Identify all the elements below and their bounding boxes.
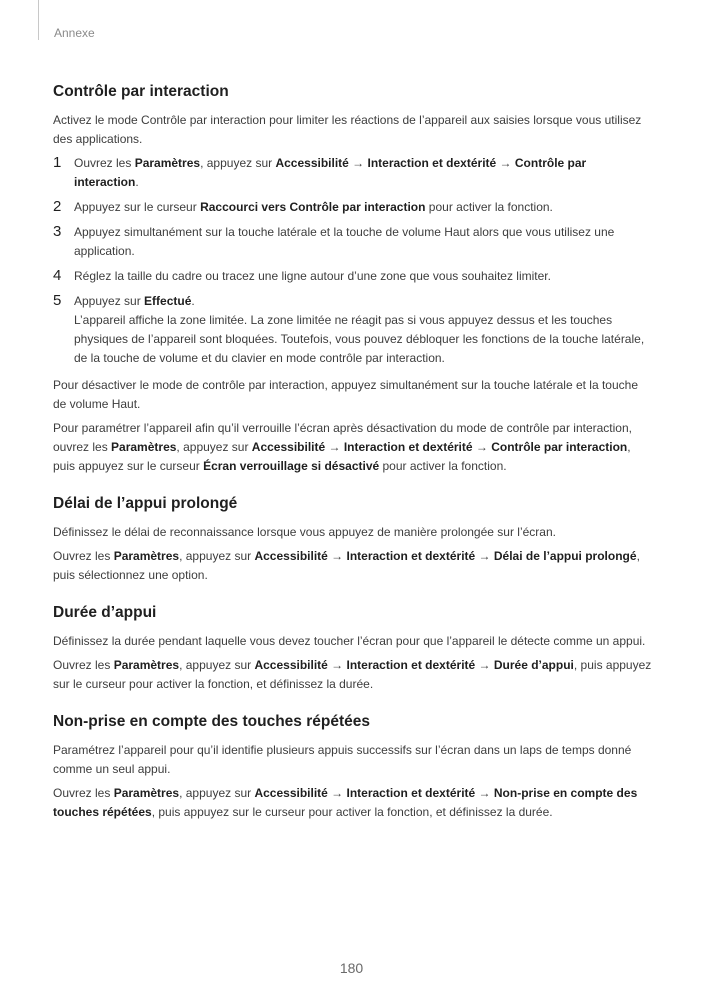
section-paragraph: [53, 656, 653, 694]
step-number: 3: [53, 223, 62, 240]
step-2: [53, 198, 653, 217]
menu-path-settings: Paramètres: [134, 156, 201, 170]
arrow: →: [475, 549, 494, 563]
menu-path-settings: Paramètres: [111, 440, 177, 454]
menu-path-ignore-repeated: Non-prise en compte des touches répétées: [53, 786, 638, 819]
arrow: →: [496, 156, 515, 170]
text: Réglez la taille du cadre ou tracez une ligne autour d’une zone que vous souhaitez limiter.: [74, 269, 551, 283]
menu-path-interaction: Interaction et dextérité: [346, 658, 476, 672]
page-number: 180: [339, 960, 364, 976]
text: , puis appuyez sur le curseur: [53, 440, 631, 473]
menu-path-settings: Paramètres: [113, 658, 180, 672]
section-intro: Activez le mode Contrôle par interaction pour limiter les réactions de l’appareil aux saisies lorsque vous utilisez des applications.: [53, 113, 642, 146]
text: Appuyez sur: [74, 294, 145, 308]
menu-path-interaction: Interaction et dextérité: [346, 786, 476, 800]
section-title: Délai de l’appui prolongé: [53, 495, 238, 512]
arrow: →: [475, 786, 494, 800]
paragraph-lock-screen: [53, 419, 653, 476]
arrow: →: [475, 658, 494, 672]
text: , appuyez sur: [179, 786, 255, 800]
text: Ouvrez les: [53, 786, 114, 800]
text: , appuyez sur: [200, 156, 276, 170]
step-number: 1: [53, 154, 62, 171]
section-long-press-delay: [53, 494, 653, 585]
menu-path-shortcut: Raccourci vers Contrôle par interaction: [200, 200, 426, 214]
text: Appuyez simultanément sur la touche latérale et la touche de volume Haut alors que vous utilisez une application.: [74, 225, 615, 258]
header-label: Annexe: [54, 26, 95, 40]
menu-path-accessibility: Accessibilité: [254, 786, 328, 800]
text: , appuyez sur: [179, 658, 255, 672]
arrow: →: [327, 658, 347, 672]
arrow: →: [327, 786, 347, 800]
section-intro: Définissez le délai de reconnaissance lorsque vous appuyez de manière prolongée sur l’écran.: [53, 525, 556, 539]
menu-path-accessibility: Accessibilité: [254, 658, 328, 672]
arrow: →: [325, 440, 344, 454]
menu-path-interaction: Interaction et dextérité: [343, 440, 473, 454]
menu-path-interaction-control: Contrôle par interaction: [74, 156, 587, 189]
paragraph-disable: Pour désactiver le mode de contrôle par interaction, appuyez simultanément sur la touche latérale et la touche de volume Haut.: [53, 378, 638, 411]
menu-path-settings: Paramètres: [113, 786, 180, 800]
text: Ouvrez les: [74, 156, 135, 170]
menu-path-accessibility: Accessibilité: [254, 549, 328, 563]
menu-path-settings: Paramètres: [113, 549, 180, 563]
text: , appuyez sur: [179, 549, 255, 563]
text: Ouvrez les: [53, 658, 114, 672]
menu-path-interaction-control: Contrôle par interaction: [491, 440, 628, 454]
menu-path-lock-screen: Écran verrouillage si désactivé: [203, 459, 380, 473]
text: .: [135, 175, 139, 189]
page-content: [53, 82, 653, 840]
menu-path-done: Effectué: [144, 294, 192, 308]
text: Appuyez sur le curseur: [74, 200, 201, 214]
section-interaction-control: [53, 82, 653, 476]
step-detail: L’appareil affiche la zone limitée. La zone limitée ne réagit pas si vous appuyez dessus et les touches physiques de l’appareil sont bloquées. Toutefois, vous pouvez débloquer les fonctions de la touche latérale, de la touche de volume et du clavier en mode contrôle par interaction.: [74, 313, 645, 365]
step-1: [53, 154, 653, 192]
section-intro: Paramétrez l’appareil pour qu’il identifie plusieurs appuis successifs sur l’écran dans un laps de temps donné comme un seul appui.: [53, 743, 632, 776]
text: , appuyez sur: [176, 440, 252, 454]
step-list: [53, 154, 653, 368]
step-4: [53, 267, 653, 286]
section-intro: Définissez la durée pendant laquelle vous devez toucher l’écran pour que l’appareil le détecte comme un appui.: [53, 634, 646, 648]
text: , puis appuyez sur le curseur pour activer la fonction, et définissez la durée.: [53, 658, 652, 691]
step-number: 2: [53, 198, 62, 215]
menu-path-interaction: Interaction et dextérité: [346, 549, 476, 563]
text: pour activer la fonction.: [379, 459, 507, 473]
menu-path-long-press: Délai de l’appui prolongé: [493, 549, 637, 563]
step-3: [53, 223, 653, 261]
text: , puis sélectionnez une option.: [53, 549, 640, 582]
section-title: Non-prise en compte des touches répétées: [53, 713, 370, 730]
menu-path-accessibility: Accessibilité: [251, 440, 326, 454]
header-rule: [38, 0, 39, 40]
arrow: →: [348, 156, 368, 170]
text: .: [191, 294, 195, 308]
text: , puis appuyez sur le curseur pour activer la fonction, et définissez la durée.: [151, 805, 553, 819]
arrow: →: [327, 549, 347, 563]
step-number: 4: [53, 267, 62, 284]
section-touch-duration: [53, 603, 653, 694]
section-paragraph: [53, 784, 653, 822]
section-paragraph: [53, 547, 653, 585]
menu-path-interaction: Interaction et dextérité: [367, 156, 497, 170]
section-ignore-repeated-touches: [53, 712, 653, 822]
text: Pour paramétrer l’appareil afin qu’il verrouille l’écran après désactivation du mode de contrôle par interaction, ouvrez les: [53, 421, 632, 454]
menu-path-accessibility: Accessibilité: [275, 156, 349, 170]
section-title: Contrôle par interaction: [53, 83, 229, 100]
step-number: 5: [53, 292, 62, 309]
text: pour activer la fonction.: [425, 200, 553, 214]
menu-path-touch-duration: Durée d’appui: [493, 658, 574, 672]
section-title: Durée d’appui: [53, 604, 157, 621]
text: Ouvrez les: [53, 549, 114, 563]
arrow: →: [472, 440, 492, 454]
step-5: [53, 292, 653, 368]
